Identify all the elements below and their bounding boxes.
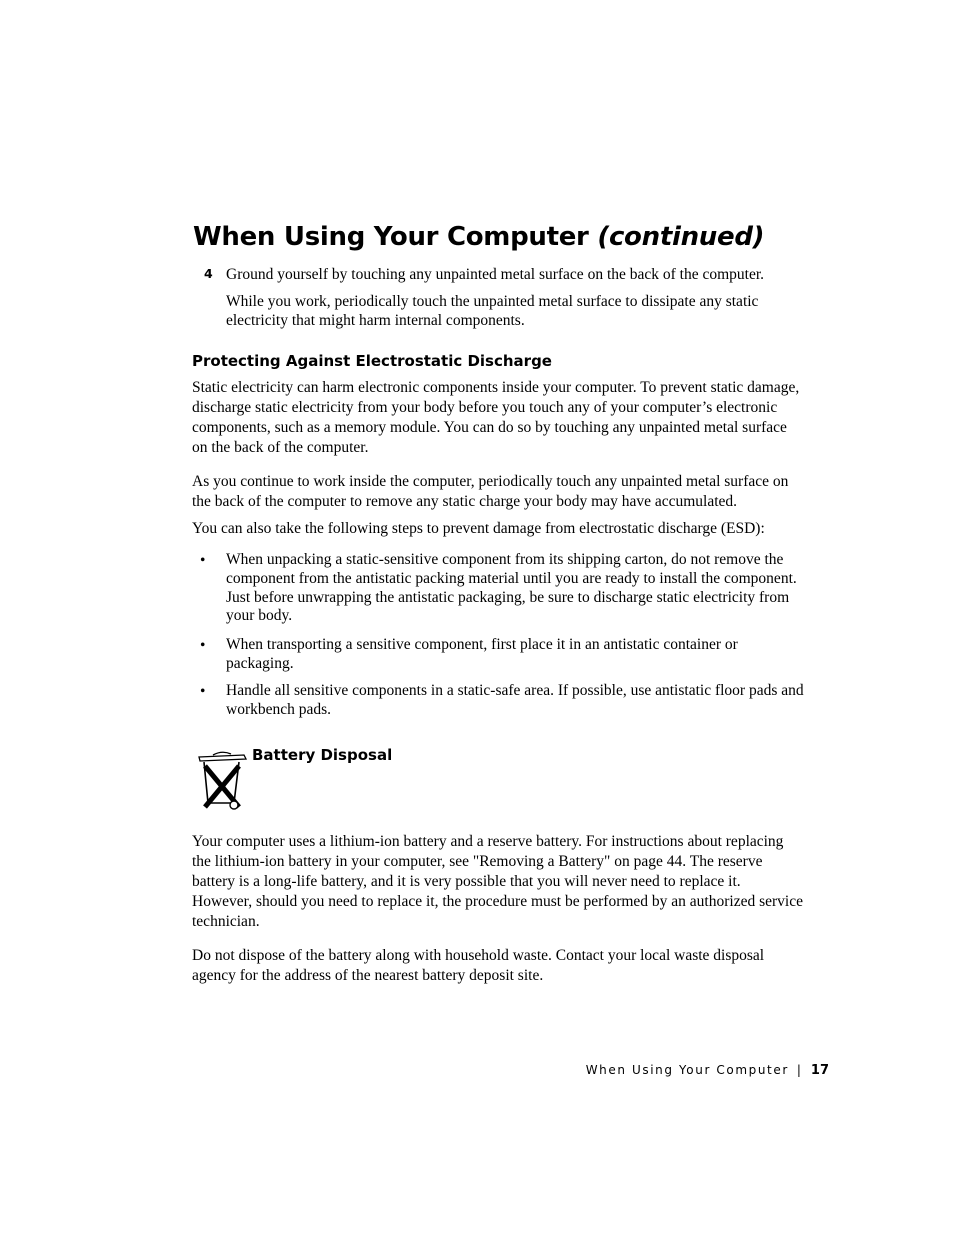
step-number: 4 xyxy=(204,266,213,281)
page-number: 17 xyxy=(810,1063,829,1078)
battery-paragraph-2: Do not dispose of the battery along with household waste. Contact your local waste disposal agency for the address of the nearest battery deposit site. xyxy=(192,947,765,984)
crossed-out-wheelie-bin-icon xyxy=(196,750,248,812)
esd-paragraph-3: You can also take the following steps to prevent damage from electrostatic discharge (ESD): xyxy=(192,520,765,537)
esd-paragraph-1: Static electricity can harm electronic components inside your computer. To prevent static damage, discharge static electricity from your body before you touch any of your computer’s electronic components, such as a memory module. You can do so by touching any unpainted metal surface on the back of the computer. xyxy=(192,379,800,456)
esd-heading: Protecting Against Electrostatic Discharge xyxy=(192,352,552,370)
esd-paragraph-2: As you continue to work inside the computer, periodically touch any unpainted metal surface on the back of the computer to remove any static charge your body may have accumulated. xyxy=(192,473,789,510)
footer-section: When Using Your Computer xyxy=(585,1063,789,1077)
page-footer xyxy=(586,1063,829,1078)
bullet-marker: • xyxy=(200,683,206,700)
step-text: Ground yourself by touching any unpainted metal surface on the back of the computer. xyxy=(226,266,765,283)
page-title-continued: (continued) xyxy=(597,222,765,252)
footer-separator: | xyxy=(796,1063,801,1077)
esd-bullet-2: When transporting a sensitive component, first place it in an antistatic container or packaging. xyxy=(226,636,738,672)
esd-bullet-3: Handle all sensitive components in a static-safe area. If possible, use antistatic floor pads and workbench pads. xyxy=(226,682,804,718)
step-note: While you work, periodically touch the unpainted metal surface to dissipate any static electricity that might harm internal components. xyxy=(226,293,759,329)
battery-paragraph-1: Your computer uses a lithium-ion battery and a reserve battery. For instructions about replacing the lithium-ion battery in your computer, see "Removing a Battery" on page 44. The reserve battery is a long-life battery, and it is very possible that you will never need to replace it. However, should you need to replace it, the procedure must be performed by an authorized service technician. xyxy=(192,833,803,930)
page-title-main: When Using Your Computer xyxy=(193,222,589,252)
page-title xyxy=(193,222,764,252)
esd-bullet-1: When unpacking a static-sensitive component from its shipping carton, do not remove the component from the antistatic packing material until you are ready to install the component. Just before unwrapping the antistatic packaging, be sure to discharge static electricity from your body. xyxy=(226,551,797,625)
bullet-marker: • xyxy=(200,637,206,654)
battery-heading: Battery Disposal xyxy=(252,746,393,764)
bullet-marker: • xyxy=(200,552,206,569)
